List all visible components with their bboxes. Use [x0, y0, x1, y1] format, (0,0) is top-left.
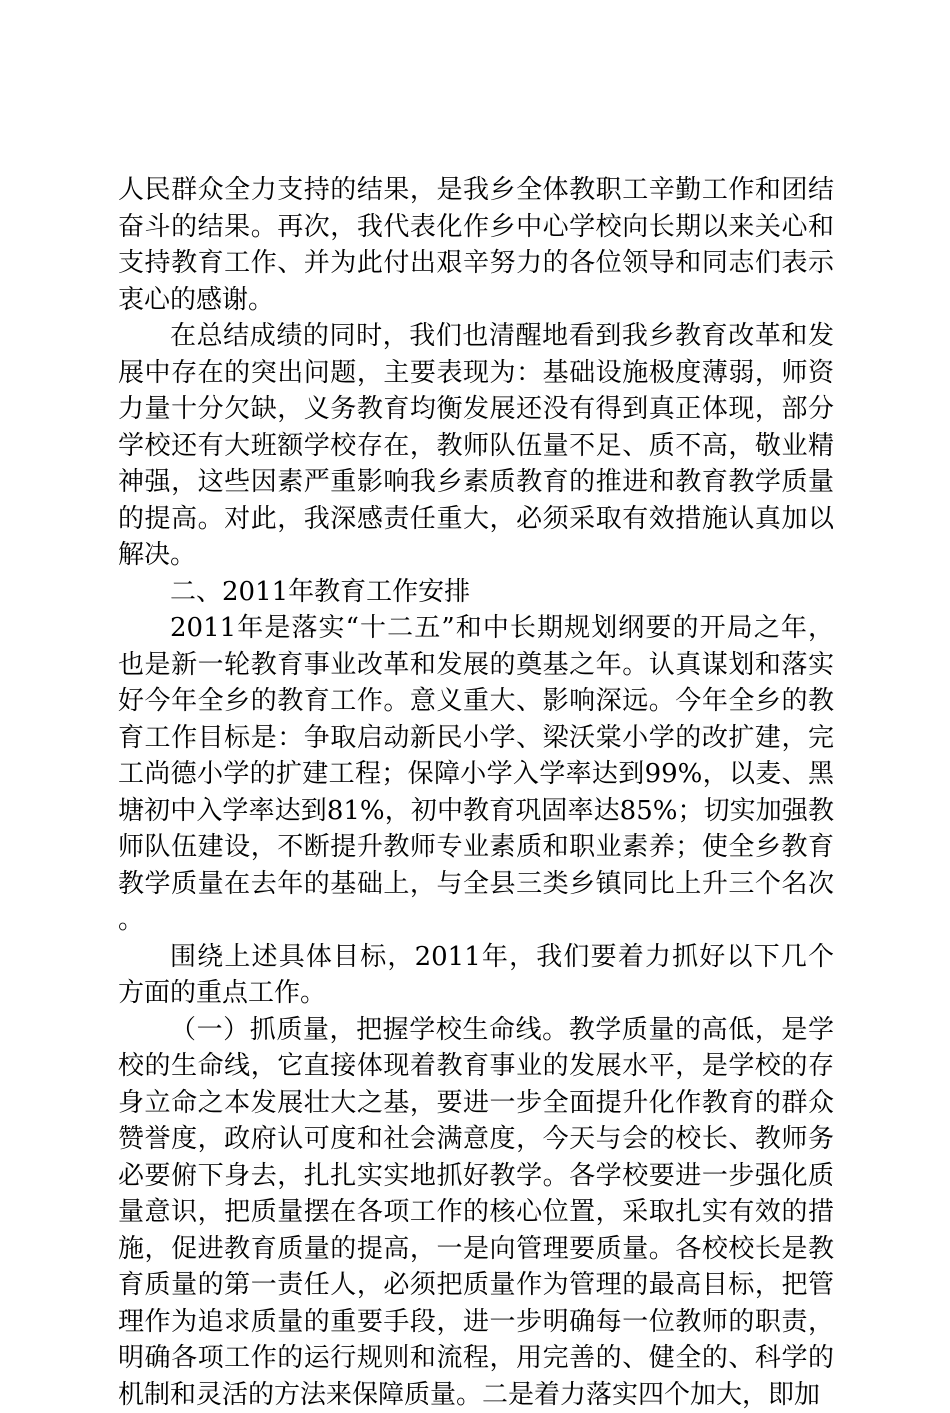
paragraph-problems: 在总结成绩的同时，我们也清醒地看到我乡教育改革和发展中存在的突出问题，主要表现为：基础设施极度薄弱，师资力量十分欠缺，义务教育均衡发展还没有得到真正体现，部分学校还有大班额学校存在，教师队伍量不足、质不高，敬业精神强，这些因素严重影响我乡素质教育的推进和教育教学质量的提高。对此，我深感责任重大，必须采取有效措施认真加以解决。: [118, 318, 834, 574]
paragraph-2011-goals: 2011年是落实“十二五”和中长期规划纲要的开局之年，也是新一轮教育事业改革和发展的奠基之年。认真谋划和落实好今年全乡的教育工作。意义重大、影响深远。今年全乡的教育工作目标是：争取启动新民小学、梁沃棠小学的改扩建，完工尚德小学的扩建工程；保障小学入学率达到99%，以麦、黑塘初中入学率达到81%，初中教育巩固率达85%；切实加强教师队伍建设，不断提升教师专业素质和职业素养；使全乡教育教学质量在去年的基础上，与全县三类乡镇同比上升三个名次。: [118, 610, 834, 939]
document-page: [118, 172, 834, 1413]
paragraph-key-work-intro: 围绕上述具体目标，2011年，我们要着力抓好以下几个方面的重点工作。: [118, 939, 834, 1012]
paragraph-closing-thanks: 人民群众全力支持的结果，是我乡全体教职工辛勤工作和团结奋斗的结果。再次，我代表化作乡中心学校向长期以来关心和支持教育工作、并为此付出艰辛努力的各位领导和同志们表示衷心的感谢。: [118, 172, 834, 318]
paragraph-quality-lifeline: （一）抓质量，把握学校生命线。教学质量的高低，是学校的生命线，它直接体现着教育事业的发展水平，是学校的存身立命之本发展壮大之基，要进一步全面提升化作教育的群众赞誉度，政府认可度和社会满意度，今天与会的校长、教师务必要俯下身去，扎扎实实地抓好教学。各学校要进一步强化质量意识，把质量摆在各项工作的核心位置，采取扎实有效的措施，促进教育质量的提高，一是向管理要质量。各校校长是教育质量的第一责任人，必须把质量作为管理的最高目标，把管理作为追求质量的重要手段，进一步明确每一位教师的职责，明确各项工作的运行规则和流程，用完善的、健全的、科学的机制和灵活的方法来保障质量。二是着力落实四个加大，即加: [118, 1012, 834, 1413]
section-heading-2011-plan: 二、2011年教育工作安排: [118, 574, 834, 611]
